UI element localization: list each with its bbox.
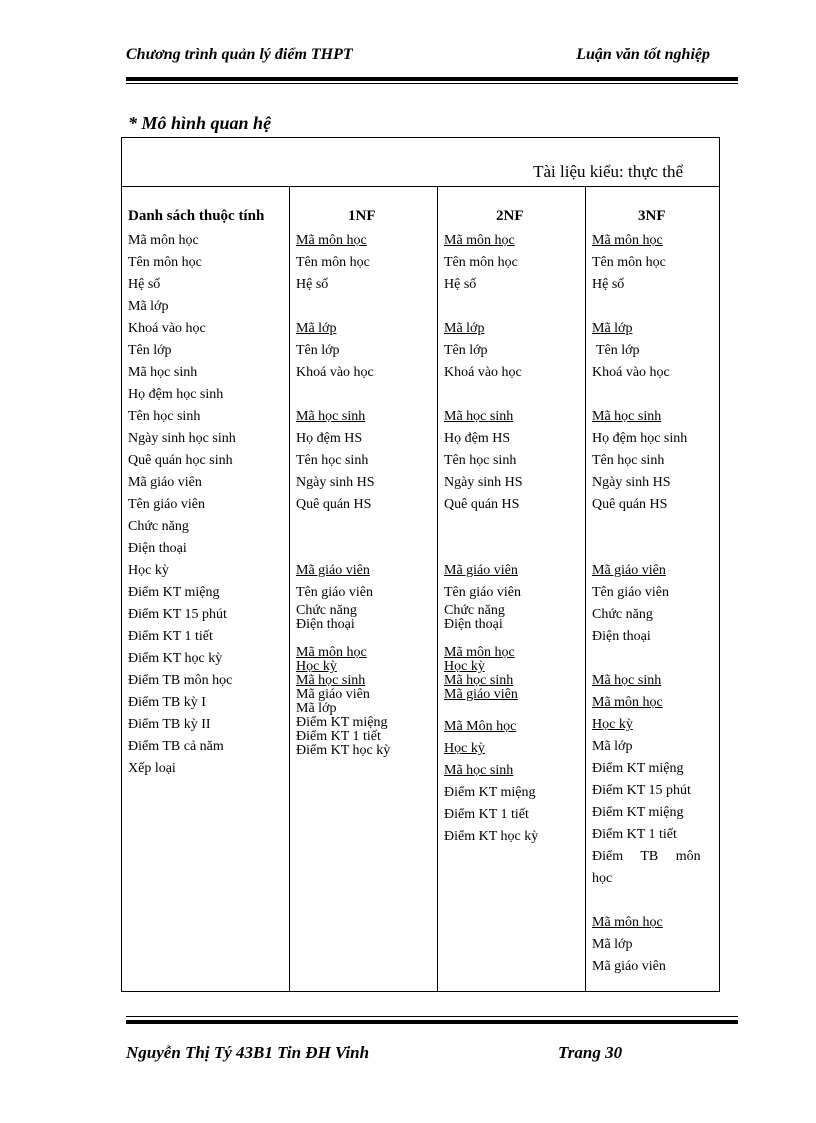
footer-rule-thin	[126, 1016, 738, 1017]
list-item: Điểm TB môn	[592, 849, 701, 864]
key-item: Mã học sinh	[444, 673, 514, 688]
list-item: Mã học sinh	[128, 365, 198, 380]
key-item: Học kỳ	[296, 659, 337, 674]
list-item: Mã giáo viên	[296, 687, 370, 702]
list-item: Mã lớp	[296, 701, 337, 716]
nf3-column	[592, 230, 701, 978]
list-item: Điểm TB kỳ II	[128, 717, 211, 732]
spacer	[444, 632, 538, 646]
list-item: Tên giáo viên	[128, 497, 205, 512]
key-item: Mã môn học	[296, 645, 367, 660]
list-item: Chức năng	[296, 603, 357, 618]
key-item: Mã học sinh	[444, 409, 514, 424]
list-item: Tên lớp	[444, 343, 488, 358]
relation-table	[121, 137, 720, 992]
list-item: Điểm KT 1 tiết	[592, 827, 677, 842]
column-divider	[289, 186, 290, 991]
list-item: Điện thoại	[592, 629, 651, 644]
list-item: Chức năng	[592, 607, 653, 622]
header-3nf: 3NF	[638, 208, 666, 224]
list-item: Tên lớp	[596, 343, 640, 358]
list-item: Điểm KT miệng	[444, 785, 536, 800]
list-item: học	[592, 871, 613, 886]
spacer	[444, 538, 538, 560]
key-item: Mã môn học	[592, 695, 663, 710]
page-number: Trang 30	[558, 1043, 623, 1062]
list-item: Khoá vào học	[296, 365, 374, 380]
column-divider	[585, 186, 586, 991]
list-item: Mã giáo viên	[128, 475, 202, 490]
key-item: Mã môn học	[444, 645, 515, 660]
key-item: Học kỳ	[444, 659, 485, 674]
spacer	[296, 296, 390, 318]
list-item: Điện thoại	[296, 617, 355, 632]
list-item: Hệ số	[128, 277, 161, 292]
list-item: Tên học sinh	[296, 453, 369, 468]
list-item: Hệ số	[296, 277, 329, 292]
list-item: Điện thoại	[444, 617, 503, 632]
key-item: Mã học sinh	[592, 409, 662, 424]
list-item: Học kỳ	[128, 563, 169, 578]
list-item: Xếp loại	[128, 761, 176, 776]
attributes-column	[128, 230, 236, 780]
list-item: Hệ số	[592, 277, 625, 292]
list-item: Khoá vào học	[444, 365, 522, 380]
list-item: Điểm KT 15 phút	[592, 783, 691, 798]
list-item: Điểm KT 1 tiết	[296, 729, 381, 744]
spacer	[444, 296, 538, 318]
list-item: Tên học sinh	[444, 453, 517, 468]
list-item: Mã lớp	[592, 739, 633, 754]
key-item: Mã giáo viên	[296, 563, 370, 578]
list-item: Ngày sinh học sinh	[128, 431, 236, 446]
list-item: Điểm TB kỳ I	[128, 695, 206, 710]
footer-author: Nguyễn Thị Tý 43B1 Tin ĐH Vinh	[126, 1043, 370, 1062]
spacer	[592, 538, 701, 560]
section-title: * Mô hình quan hệ	[128, 113, 272, 133]
list-item: Điểm KT miệng	[592, 761, 684, 776]
key-item: Mã môn học	[592, 915, 663, 930]
list-item: Tên học sinh	[592, 453, 665, 468]
list-item: Tên lớp	[296, 343, 340, 358]
spacer	[592, 384, 701, 406]
spacer	[296, 384, 390, 406]
list-item: Điện thoại	[128, 541, 187, 556]
list-item: Tên môn học	[444, 255, 518, 270]
spacer	[444, 384, 538, 406]
list-item: Điểm KT học kỳ	[444, 829, 539, 844]
list-item: Tên giáo viên	[444, 585, 521, 600]
key-item: Mã học sinh	[296, 673, 366, 688]
list-item: Tên môn học	[296, 255, 370, 270]
spacer	[592, 648, 701, 670]
list-item: Tên môn học	[128, 255, 202, 270]
list-item: Quê quán HS	[592, 497, 668, 512]
nf1-column	[296, 230, 390, 758]
list-item: Hệ số	[444, 277, 477, 292]
list-item: Tên học sinh	[128, 409, 201, 424]
key-item: Học kỳ	[592, 717, 633, 732]
list-item: Tên môn học	[592, 255, 666, 270]
list-item: Khoá vào học	[592, 365, 670, 380]
list-item: Họ đệm học sinh	[128, 387, 224, 402]
list-item: Điểm KT 1 tiết	[128, 629, 213, 644]
page-header	[126, 46, 738, 70]
list-item: Quê quán học sinh	[128, 453, 233, 468]
list-item: Điểm TB môn học	[128, 673, 233, 688]
header-rule-thin	[126, 83, 738, 84]
list-item: Quê quán HS	[296, 497, 372, 512]
spacer	[444, 702, 538, 716]
list-item: Mã môn học	[128, 233, 199, 248]
header-1nf: 1NF	[348, 208, 376, 224]
key-item: Mã học sinh	[296, 409, 366, 424]
spacer	[592, 296, 701, 318]
list-item: Chức năng	[128, 519, 189, 534]
column-divider	[437, 186, 438, 991]
key-item: Mã lớp	[592, 321, 633, 336]
list-item: Điểm KT miệng	[296, 715, 388, 730]
list-item: Họ đệm HS	[444, 431, 511, 446]
list-item: Mã lớp	[592, 937, 633, 952]
list-item: Điểm KT học kỳ	[128, 651, 223, 666]
spacer	[592, 890, 701, 912]
header-rule-thick	[126, 77, 738, 81]
list-item: Mã giáo viên	[592, 959, 666, 974]
list-item: Ngày sinh HS	[592, 475, 671, 490]
list-item: Điểm KT 1 tiết	[444, 807, 529, 822]
page-footer	[126, 1043, 738, 1067]
list-item: Ngày sinh HS	[444, 475, 523, 490]
list-item: Khoá vào học	[128, 321, 206, 336]
spacer	[296, 516, 390, 538]
key-item: Mã học sinh	[592, 673, 662, 688]
list-item: Ngày sinh HS	[296, 475, 375, 490]
spacer	[592, 516, 701, 538]
list-item: Tên giáo viên	[592, 585, 669, 600]
list-item: Họ đệm học sinh	[592, 431, 688, 446]
list-item: Họ đệm HS	[296, 431, 363, 446]
key-item: Mã giáo viên	[444, 563, 518, 578]
list-item: Điểm TB cả năm	[128, 739, 224, 754]
list-item: Điểm KT miệng	[128, 585, 220, 600]
key-item: Mã môn học	[444, 233, 515, 248]
list-item: Chức năng	[444, 603, 505, 618]
list-item: Tên lớp	[128, 343, 172, 358]
spacer	[296, 538, 390, 560]
list-item: Điểm KT 15 phút	[128, 607, 227, 622]
spacer	[296, 632, 390, 646]
key-item: Mã môn học	[296, 233, 367, 248]
key-item: Mã môn học	[592, 233, 663, 248]
header-subtitle: Luận văn tốt nghiệp	[576, 46, 710, 63]
key-item: Mã lớp	[444, 321, 485, 336]
key-item: Mã lớp	[296, 321, 337, 336]
list-item: Mã lớp	[128, 299, 169, 314]
key-item: Mã học sinh	[444, 763, 514, 778]
spacer	[444, 516, 538, 538]
key-item: Mã giáo viên	[444, 687, 518, 702]
key-item: Học kỳ	[444, 741, 485, 756]
list-item: Quê quán HS	[444, 497, 520, 512]
table-caption: Tài liệu kiểu: thực thể	[533, 162, 683, 181]
key-item: Mã Môn học	[444, 719, 517, 734]
list-item: Tên giáo viên	[296, 585, 373, 600]
header-title: Chương trình quản lý điểm THPT	[126, 46, 353, 63]
header-2nf: 2NF	[496, 208, 524, 224]
nf2-column	[444, 230, 538, 848]
table-divider	[122, 186, 719, 187]
list-item: Điểm KT học kỳ	[296, 743, 391, 758]
list-item: Điểm KT miệng	[592, 805, 684, 820]
footer-rule-thick	[126, 1020, 738, 1024]
header-attributes: Danh sách thuộc tính	[128, 208, 265, 224]
key-item: Mã giáo viên	[592, 563, 666, 578]
